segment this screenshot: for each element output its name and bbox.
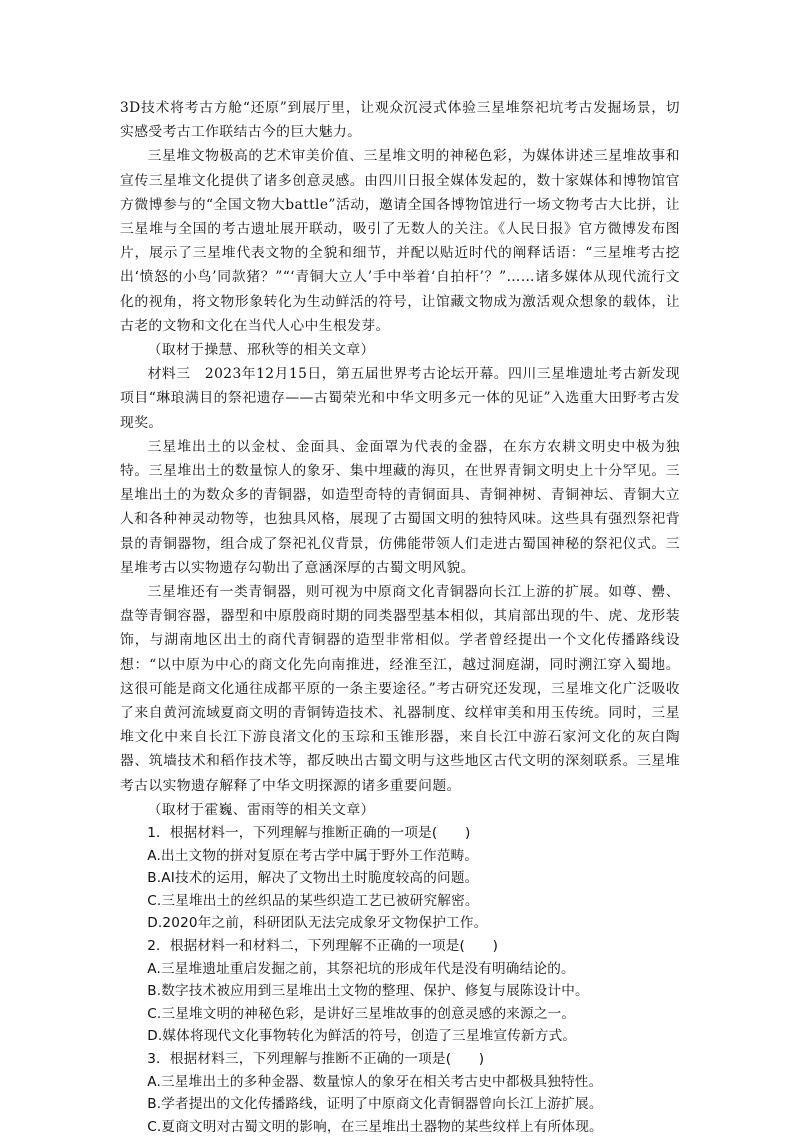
question-stem: 3．根据材料三，下列理解与推断不正确的一项是( ) [147, 1051, 485, 1068]
option-a: A.出土文物的拼对复原在考古学中属于野外工作范畴。 [147, 847, 479, 864]
option-b: B.AI技术的运用，解决了文物出土时脆度较高的问题。 [147, 870, 479, 887]
question-stem: 1．根据材料一，下列理解与推断正确的一项是( ) [147, 825, 471, 842]
option-d: D.2020年之前，科研团队无法完成象牙文物保护工作。 [147, 915, 488, 932]
paragraph-media-creativity: 三星堆文物极高的艺术审美价值、三星堆文明的神秘色彩，为媒体讲述三星堆故事和宣传三星堆文化提供了诸多创意灵感。由四川日报全媒体发起的，数十家媒体和博物馆官方微博参与的“全国文物大battle”活动，邀请全国各博物馆进行一场文物考古大比拼，让三星堆与全国的考古遗址展开联动，吸引了无数人的关注。《人民日报》官方微博发布图片，展示了三星堆代表文物的全貌和细节，并配以贴近时代的阐释话语：“三星堆考古挖出‘愤怒的小鸟’同款猪？”“‘青铜大立人’手中举着‘自拍杆’？”……诸多媒体从现代流行文化的视角，将文物形象转化为生动鲜活的符号，让馆藏文物成为激活观众想象的载体，让古老的文物和文化在当代人心中生根发芽。 [120, 148, 680, 334]
option-c: C.三星堆出土的丝织品的某些织造工艺已被研究解密。 [147, 892, 479, 909]
material3-paragraph-1: 三星堆出土的以金杖、金面具、金面罩为代表的金器，在东方农耕文明史中极为独特。三星堆出土的数量惊人的象牙、集中埋藏的海贝，在世界青铜文明史上十分罕见。三星堆出土的为数众多的青铜器，如造型奇特的青铜面具、青铜神树、青铜神坛、青铜大立人和各种神灵动物等，也独具风格，展现了古蜀国文明的独特风味。这些具有强烈祭祀背景的青铜器物，组合成了祭祀礼仪背景，仿佛能带领人们走进古蜀国神秘的祭祀仪式。三星堆考古以实物遗存勾勒出了意涵深厚的古蜀文明风貌。 [120, 438, 680, 576]
material3-intro: 材料三 2023年12月15日，第五届世界考古论坛开幕。四川三星堆遗址考古新发现项目“琳琅满目的祭祀遗存——古蜀荣光和中华文明多元一体的见证”入选重大田野考古发现奖。 [120, 366, 680, 431]
paragraph-3d-exhibit: 3D技术将考古方舱“还原”到展厅里，让观众沉浸式体验三星堆祭祀坑考古发掘场景，切实感受考古工作联结古今的巨大魅力。 [120, 100, 680, 141]
option-a: A.三星堆出土的多种金器、数量惊人的象牙在相关考古史中都极具独特性。 [147, 1073, 603, 1090]
option-a: A.三星堆遗址重启发掘之前，其祭祀坑的形成年代是没有明确结论的。 [147, 960, 575, 977]
option-c: C.三星堆文明的神秘色彩，是讲好三星堆故事的创意灵感的来源之一。 [147, 1005, 576, 1022]
source-citation-2: （取材于操慧、邢秋等的相关文章） [147, 342, 375, 359]
question-1 [120, 822, 680, 935]
material3-paragraph-2: 三星堆还有一类青铜器，则可视为中原商文化青铜器向长江上游的扩展。如尊、罍、盘等青铜容器，器型和中原殷商时期的同类器型基本相似，其肩部出现的牛、虎、龙形装饰，与湖南地区出土的商代青铜器的造型非常相似。学者曾经提出一个文化传播路线设想：“以中原为中心的商文化先向南推进，经淮至江，越过洞庭湖，同时溯江穿入蜀地。这很可能是商文化通往成都平原的一条主要途径。”考古研究还发现，三星堆文化广泛吸收了来自黄河流域夏商文明的青铜铸造技术、礼器制度、纹样审美和用玉传统。同时，三星堆文化中来自长江下游良渚文化的玉琮和玉锥形器，来自长江中游石家河文化的灰白陶器、筑墙技术和稻作技术等，都反映出古蜀文明与这些地区古代文明的深刻联系。三星堆考古以实物遗存解释了中华文明探源的诸多重要问题。 [120, 584, 680, 794]
option-c: C.夏商文明对古蜀文明的影响，在三星堆出土器物的某些纹样上有所体现。 [147, 1118, 603, 1135]
option-d: D.媒体将现代文化事物转化为鲜活的符号，创造了三星堆宣传新方式。 [147, 1028, 577, 1045]
document-page [120, 96, 680, 1138]
option-b: B.学者提出的文化传播路线，证明了中原商文化青铜器曾向长江上游扩展。 [147, 1096, 603, 1113]
option-b: B.数字技术被应用到三星堆出土文物的整理、保护、修复与展陈设计中。 [147, 983, 589, 1000]
source-citation-3: （取材于霍巍、雷雨等的相关文章） [147, 801, 375, 818]
question-stem: 2．根据材料一和材料二，下列理解不正确的一项是( ) [147, 938, 499, 955]
question-3 [120, 1048, 680, 1138]
question-2 [120, 935, 680, 1048]
